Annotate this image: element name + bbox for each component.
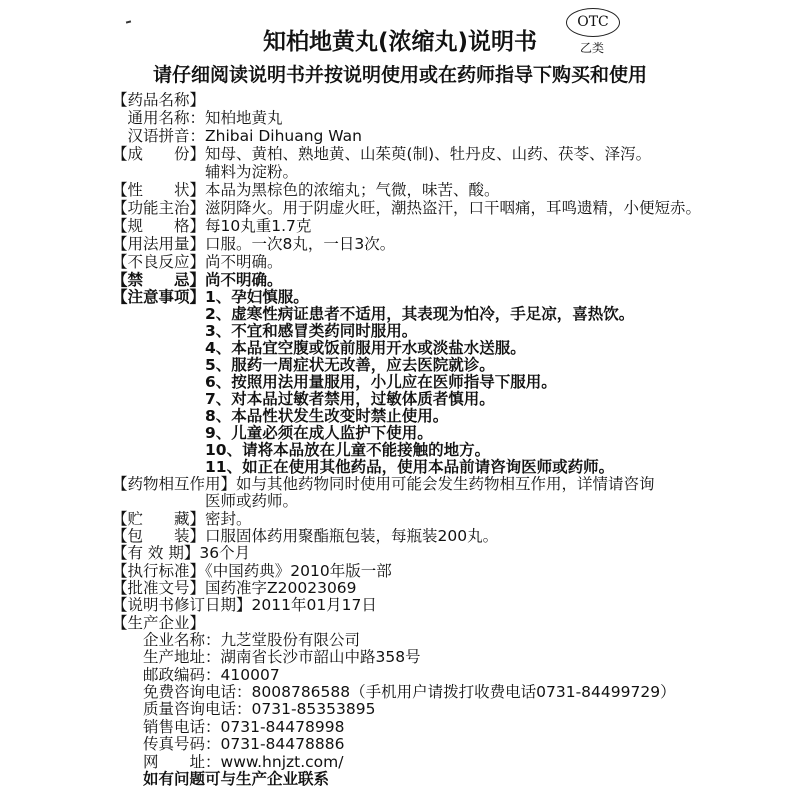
address-value: 湖南省长沙市韶山中路358号 [220, 648, 421, 667]
dosage-value: 口服。一次8丸，一日3次。 [205, 235, 396, 253]
section-dosage [112, 235, 792, 253]
postcode-value: 410007 [220, 665, 280, 684]
precaution-item: 11、如正在使用其他药品，使用本品前请咨询医师或药师。 [205, 458, 615, 476]
precaution-item: 6、按照用法用量服用，小儿应在医师指导下服用。 [205, 373, 557, 391]
section-revision-date [112, 597, 792, 614]
reading-instruction: 请仔细阅读说明书并按说明使用或在药师指导下购买和使用 [152, 64, 647, 86]
section-interactions [112, 476, 792, 493]
storage-value: 密封。 [205, 509, 252, 528]
document-title: 知柏地黄丸(浓缩丸)说明书 [262, 29, 538, 55]
section-description [112, 181, 792, 199]
section-label: 【功能主治】 [112, 199, 206, 217]
otc-badge-text: OTC [577, 14, 609, 30]
section-precautions [112, 289, 792, 306]
insert-body [112, 91, 792, 788]
contraindications-value: 尚不明确。 [205, 271, 283, 289]
section-label: 【批准文号】 [112, 579, 206, 598]
approval-number-value: 国药准字Z20023069 [205, 579, 357, 598]
section-label: 【生产企业】 [112, 613, 206, 632]
generic-name-value: 知柏地黄丸 [205, 109, 283, 127]
section-specification [112, 217, 792, 235]
section-shelf-life [112, 545, 792, 562]
section-storage [112, 511, 792, 528]
specification-value: 每10丸重1.7克 [205, 217, 312, 235]
hotline-value: 8008786588（手机用户请拨打收费电话0731-84499729） [251, 683, 676, 702]
section-label: 【用法用量】 [112, 235, 206, 253]
manufacturer-address-row [112, 649, 792, 666]
section-label: 【执行标准】 [112, 561, 206, 580]
interactions-value: 如与其他药物同时使用可能会发生药物相互作用，详情请咨询 [236, 475, 655, 493]
section-adverse-reactions [112, 253, 792, 271]
section-label: 【贮 藏】 [112, 509, 206, 528]
precaution-item: 4、本品宜空腹或饭前服用开水或淡盐水送服。 [205, 339, 526, 357]
interactions-continuation: 医师或药师。 [205, 492, 299, 511]
section-label: 【药品名称】 [112, 91, 206, 109]
block-precautions [112, 289, 792, 476]
section-label: 【注意事项】 [112, 288, 206, 306]
sales-phone-value: 0731-84478998 [220, 717, 345, 736]
precaution-item: 9、儿童必须在成人监护下使用。 [205, 424, 433, 442]
precaution-item: 1、孕妇慎服。 [205, 288, 309, 306]
precaution-item: 8、本品性状发生改变时禁止使用。 [205, 407, 449, 425]
precaution-item: 7、对本品过敏者禁用，过敏体质者慎用。 [205, 390, 495, 408]
standard-value: 《中国药典》2010年版一部 [205, 561, 392, 580]
section-label: 【说明书修订日期】 [112, 596, 252, 615]
section-label: 【药物相互作用】 [112, 475, 237, 493]
section-contraindications [112, 271, 792, 289]
pinyin-value: Zhibai Dihuang Wan [205, 127, 362, 145]
manufacturer-website-row [112, 754, 792, 771]
block-basic-info [112, 91, 792, 289]
field-label: 网 址： [143, 752, 221, 771]
section-label: 【规 格】 [112, 217, 206, 235]
section-label: 【包 装】 [112, 527, 206, 546]
field-label: 邮政编码： [143, 665, 221, 684]
otc-badge [566, 8, 620, 37]
field-label: 销售电话： [143, 717, 221, 736]
fax-value: 0731-84478886 [220, 735, 345, 754]
field-label: 传真号码： [143, 735, 221, 754]
ink-mark [126, 20, 131, 23]
field-label: 生产地址： [143, 648, 221, 667]
otc-category: 乙类 [579, 41, 604, 55]
field-label: 免费咨询电话： [143, 683, 252, 702]
indications-value: 滋阴降火。用于阴虚火旺，潮热盗汗，口干咽痛，耳鸣遗精，小便短赤。 [205, 199, 702, 217]
section-ingredients [112, 145, 792, 163]
precaution-item: 2、虚寒性病证患者不适用，其表现为怕冷，手足凉，喜热饮。 [205, 305, 635, 323]
section-standard [112, 563, 792, 580]
field-label: 汉语拼音： [127, 127, 206, 145]
field-label: 质量咨询电话： [143, 700, 252, 719]
section-drug-name [112, 91, 792, 109]
section-label: 【有 效 期】 [112, 544, 200, 563]
quality-phone-value: 0731-85353895 [251, 700, 376, 719]
section-label: 【成 份】 [112, 145, 206, 163]
generic-name-row [112, 109, 792, 127]
field-label: 企业名称： [143, 631, 221, 650]
section-indications [112, 199, 792, 217]
precaution-item: 3、不宜和感冒类药同时服用。 [205, 322, 418, 340]
excipient-value: 辅料为淀粉。 [205, 163, 299, 181]
adverse-reactions-value: 尚不明确。 [205, 253, 283, 271]
ingredients-value: 知母、黄柏、熟地黄、山茱萸(制)、牡丹皮、山药、茯苓、泽泻。 [205, 145, 652, 163]
company-name-value: 九芝堂股份有限公司 [220, 631, 361, 650]
field-label: 通用名称： [127, 109, 206, 127]
manufacturer-company-row [112, 632, 792, 649]
website-value: www.hnjzt.com/ [220, 752, 344, 771]
manufacturer-hotline-row [112, 684, 792, 701]
manufacturer-sales-phone-row [112, 719, 792, 736]
section-manufacturer [112, 615, 792, 632]
description-value: 本品为黑棕色的浓缩丸；气微，味苦、酸。 [205, 181, 500, 199]
contact-note: 如有问题可与生产企业联系 [143, 769, 330, 788]
excipient-row [112, 163, 792, 181]
manufacturer-postcode-row [112, 667, 792, 684]
section-package [112, 528, 792, 545]
section-label: 【不良反应】 [112, 253, 206, 271]
section-label: 【禁 忌】 [112, 271, 206, 289]
precaution-item: 5、服药一周症状无改善，应去医院就诊。 [205, 356, 495, 374]
revision-date-value: 2011年01月17日 [251, 596, 377, 615]
shelf-life-value: 36个月 [199, 544, 251, 563]
pinyin-row [112, 127, 792, 145]
manufacturer-quality-phone-row [112, 701, 792, 718]
precaution-item: 10、请将本品放在儿童不能接触的地方。 [205, 441, 491, 459]
package-value: 口服固体药用聚酯瓶包装，每瓶装200丸。 [205, 527, 499, 546]
block-other-info [112, 476, 792, 788]
section-approval-number [112, 580, 792, 597]
manufacturer-fax-row [112, 736, 792, 753]
section-label: 【性 状】 [112, 181, 206, 199]
